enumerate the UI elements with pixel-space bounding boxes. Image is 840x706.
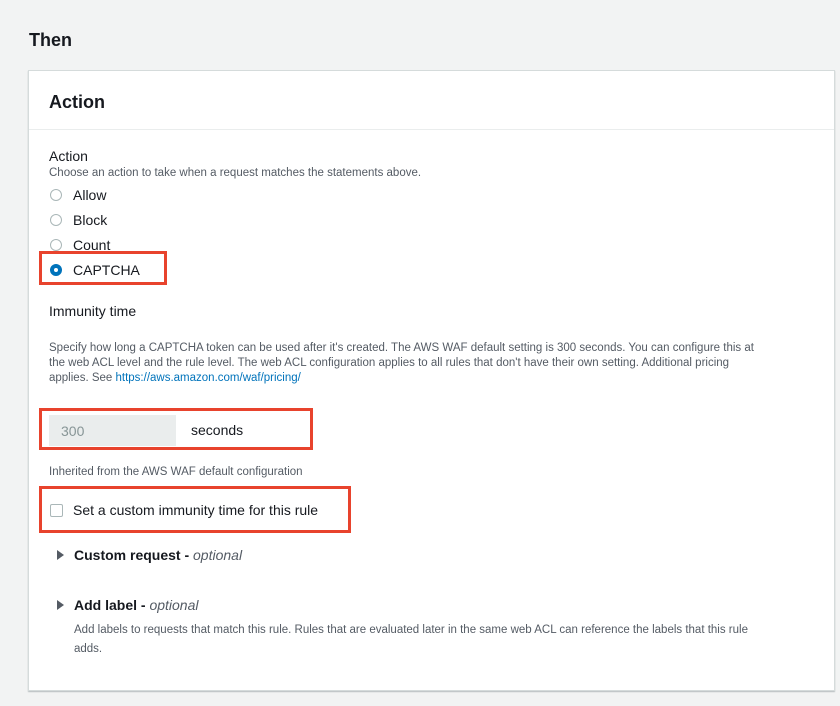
action-panel (28, 70, 835, 691)
custom-immunity-highlight-box (39, 486, 351, 533)
immunity-input-highlight-box (39, 408, 313, 450)
custom-immunity-checkbox-label[interactable]: Set a custom immunity time for this rule (73, 502, 319, 518)
immunity-unit-label: seconds (191, 422, 244, 438)
radio-allow-label[interactable]: Allow (73, 187, 107, 203)
radio-captcha-label[interactable]: CAPTCHA (73, 262, 140, 278)
add-label-expander[interactable] (74, 597, 199, 613)
radio-block-label[interactable]: Block (73, 212, 108, 228)
immunity-description-line1: Specify how long a CAPTCHA token can be used after it's created. The AWS WAF default setting is 300 seconds. You can configure this at (49, 342, 754, 354)
custom-request-optional: optional (193, 547, 243, 563)
add-label-label[interactable]: Add label - (74, 597, 150, 613)
immunity-time-input: 300 (49, 415, 176, 446)
immunity-description-line3 (49, 372, 301, 384)
caret-right-icon[interactable] (57, 550, 64, 560)
radio-allow[interactable] (50, 189, 62, 201)
action-field-description: Choose an action to take when a request matches the statements above. (49, 167, 422, 179)
add-label-description-line2: adds. (74, 643, 103, 655)
inherited-note: Inherited from the AWS WAF default configuration (49, 466, 303, 478)
add-label-optional: optional (149, 597, 199, 613)
immunity-description-line2: the web ACL level and the rule level. The web ACL configuration applies to all rules that don't have their own setting. Additional pricing (49, 357, 730, 369)
caret-right-icon[interactable] (57, 600, 64, 610)
radio-count[interactable] (50, 239, 62, 251)
add-label-description-line1: Add labels to requests that match this rule. Rules that are evaluated later in the same web ACL can reference the labels that this rule (74, 624, 748, 636)
pricing-link[interactable]: https://aws.amazon.com/waf/pricing/ (115, 372, 301, 384)
radio-count-label[interactable]: Count (73, 237, 111, 253)
custom-request-label[interactable]: Custom request - (74, 547, 194, 563)
immunity-description-prefix: applies. See (49, 372, 116, 384)
radio-block[interactable] (50, 214, 62, 226)
immunity-time-label: Immunity time (49, 303, 137, 319)
section-title: Then (29, 30, 72, 50)
action-field-label: Action (49, 148, 88, 164)
custom-request-expander[interactable] (74, 547, 242, 563)
panel-title: Action (49, 92, 105, 112)
panel-header (29, 71, 834, 130)
captcha-highlight-box (39, 251, 167, 285)
